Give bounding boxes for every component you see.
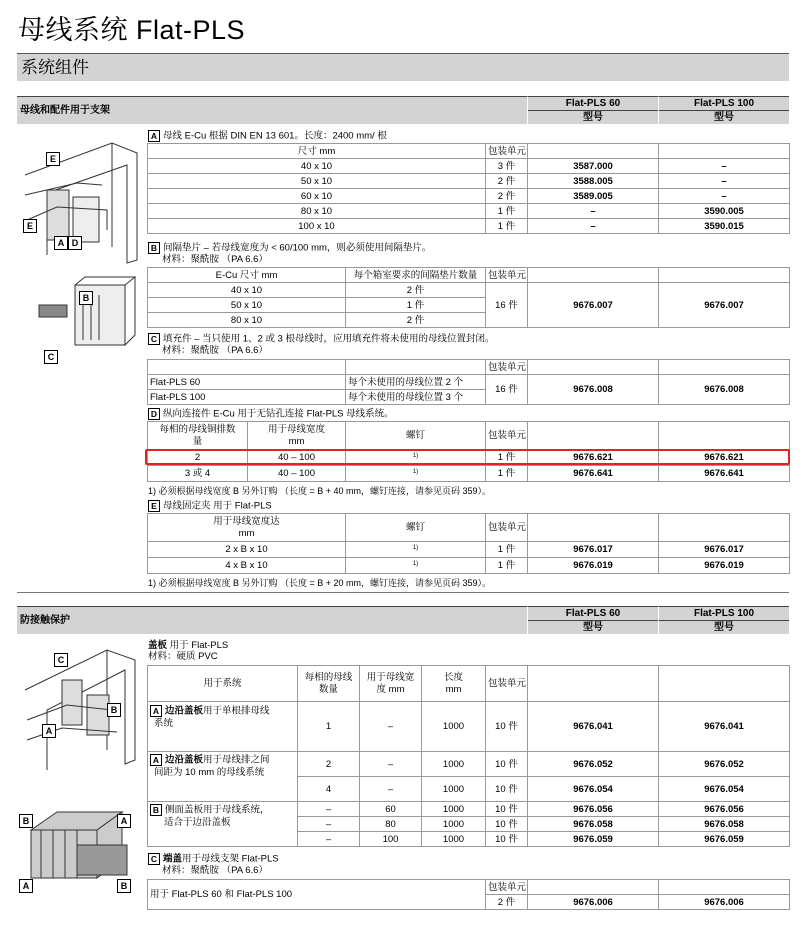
clamp-table: 用于母线宽度达 mm 螺钉 包装单元 2 x B x 10 $^{1)}$ 1 件 9676.017 9676.017 4 x B x 10 $^{1)}$ 1 件 9676.019 9676.019 bbox=[147, 513, 790, 574]
column-head-flat-pls-100-2: Flat-PLS 100 型号 bbox=[658, 606, 789, 634]
callout-a-3: A bbox=[117, 814, 131, 828]
table-row: 2 件 9676.006 9676.006 bbox=[148, 895, 790, 910]
cover-table: 用于系统 每相的母线 数量 用于母线宽 度 mm 长度 mm 包装单元 A 边沿盖板用于单根排母线 系统 1 – 1000 10 件 9676.041 9676.041 A 边沿盖板用于母线排之间 间距为 10 mm 的母线系统 2 – 1000 10 件 9676.052 9676.052 4 – 1000 10 件 9676.054 9676.054 B 侧面盖板用于母线系统， 适合于边沿盖板 – 60 1000 10 件 9676.056 9676.056 – 80 1000 10 件 9676.058 9676.058 – 100 1000 10 件 9676.059 9676.059 bbox=[147, 665, 790, 847]
table-row: Flat-PLS 100 每个未使用的母线位置 3 个 bbox=[148, 390, 790, 405]
table-row: 80 x 10 1 件 – 3590.005 bbox=[148, 204, 790, 219]
group-title-busbars: 母线和配件用于支架 bbox=[17, 96, 527, 124]
callout-b-3: B bbox=[19, 814, 33, 828]
table-row: A 边沿盖板用于单根排母线 系统 1 – 1000 10 件 9676.041 9676.041 bbox=[148, 702, 790, 752]
column-head-flat-pls-60-2: Flat-PLS 60 型号 bbox=[527, 606, 658, 634]
callout-b-2: B bbox=[107, 703, 121, 717]
filler-table: 包装单元 Flat-PLS 60 每个未使用的母线位置 2 个 16 件 9676.008 9676.008 Flat-PLS 100 每个未使用的母线位置 3 个 bbox=[147, 359, 790, 405]
column-head-flat-pls-100: Flat-PLS 100 型号 bbox=[658, 96, 789, 124]
connector-table: 每相的母线铜排数 量 用于母线宽度 mm 螺钉 包装单元 2 40 – 100 $^{1)}$ 1 件 9676.621 9676.621 3 或 4 40 – 100 $^{1)}$ 1 件 9676.641 9676.641 bbox=[147, 421, 790, 482]
callout-c-2: C bbox=[54, 653, 68, 667]
end-cap-table bbox=[147, 879, 790, 910]
section-title: 系统组件 bbox=[17, 53, 789, 81]
section-d-title: D 纵向连接件 E-Cu 用于无钻孔连接 Flat-PLS 母线系统。 bbox=[148, 408, 394, 420]
callout-b: B bbox=[79, 291, 93, 305]
table-row: 50 x 10 2 件 3588.005 – bbox=[148, 174, 790, 189]
section-b-title: B 间隔垫片 – 若母线宽度为 < 60/100 mm，则必须使用间隔垫片。 材料：聚酰胺 （PA 6.6） bbox=[148, 242, 431, 265]
footnote-e: 1) 必须根据母线宽度 B 另外订购 （长度 = B + 20 mm，螺钉连接，请参见页码 359）。 bbox=[148, 578, 492, 588]
callout-a: A bbox=[54, 236, 68, 250]
table-row: 100 x 10 1 件 – 3590.015 bbox=[148, 219, 790, 234]
table-row: – 80 1000 10 件 9676.058 9676.058 bbox=[148, 817, 790, 832]
callout-e-left: E bbox=[23, 219, 37, 233]
table-row: 50 x 10 1 件 bbox=[148, 298, 790, 313]
table-row: Flat-PLS 60 每个未使用的母线位置 2 个 16 件 9676.008 9676.008 bbox=[148, 375, 790, 390]
column-head-flat-pls-60: Flat-PLS 60 型号 bbox=[527, 96, 658, 124]
divider bbox=[17, 592, 789, 593]
highlight-row-9676-621 bbox=[145, 449, 790, 465]
end-cap-title: C 端盖用于母线支架 Flat-PLS 材料：聚酰胺 （PA 6.6） bbox=[148, 853, 279, 876]
callout-e-top: E bbox=[46, 152, 60, 166]
table-row: B 侧面盖板用于母线系统， 适合于边沿盖板 – 60 1000 10 件 9676.056 9676.056 bbox=[148, 802, 790, 817]
footnote-d: 1) 必须根据母线宽度 B 另外订购 （长度 = B + 40 mm，螺钉连接，请参见页码 359）。 bbox=[148, 486, 492, 496]
table-row: 4 x B x 10 $^{1)}$ 1 件 9676.019 9676.019 bbox=[148, 558, 790, 574]
table-row: 2 40 – 100 $^{1)}$ 1 件 9676.621 9676.621 bbox=[148, 450, 790, 466]
callout-d: D bbox=[68, 236, 82, 250]
callout-b-4: B bbox=[117, 879, 131, 893]
table-row: 40 x 10 3 件 3587.000 – bbox=[148, 159, 790, 174]
callout-a-2: A bbox=[42, 724, 56, 738]
spacer-table: E-Cu 尺寸 mm 每个箱室要求的间隔垫片数量 包装单元 40 x 10 2 件 16 件 9676.007 9676.007 50 x 10 1 件 80 x 10 2 件 bbox=[147, 267, 790, 328]
table-row: 40 x 10 2 件 16 件 9676.007 9676.007 bbox=[148, 283, 790, 298]
table-row: 60 x 10 2 件 3589.005 – bbox=[148, 189, 790, 204]
page-title: 母线系统 Flat-PLS bbox=[18, 15, 246, 45]
table-row: 80 x 10 2 件 bbox=[148, 313, 790, 328]
group-title-touch-protection: 防接触保护 bbox=[17, 606, 527, 634]
table-row: 4 – 1000 10 件 9676.054 9676.054 bbox=[148, 777, 790, 802]
table-row: 用于 Flat-PLS 60 和 Flat-PLS 100 包装单元 bbox=[148, 880, 790, 895]
callout-a-4: A bbox=[19, 879, 33, 893]
callout-c: C bbox=[44, 350, 58, 364]
table-row: 2 x B x 10 $^{1)}$ 1 件 9676.017 9676.017 bbox=[148, 542, 790, 558]
table-row: – 100 1000 10 件 9676.059 9676.059 bbox=[148, 832, 790, 847]
table-row: A 边沿盖板用于母线排之间 间距为 10 mm 的母线系统 2 – 1000 10 件 9676.052 9676.052 bbox=[148, 752, 790, 777]
section-a-title: A 母线 E-Cu 根据 DIN EN 13 601。长度：2400 mm/ 根 bbox=[148, 130, 387, 142]
cover-title: 盖板 用于 Flat-PLS 材料：硬质 PVC bbox=[148, 640, 229, 662]
busbar-table: 尺寸 mm 包装单元 40 x 10 3 件 3587.000 – 50 x 10 2 件 3588.005 – 60 x 10 2 件 3589.005 – 80 x 10 1 件 – 3590.005 100 x 10 1 件 – 3590.015 bbox=[147, 143, 790, 234]
section-e-title: E 母线固定夹 用于 Flat-PLS bbox=[148, 500, 272, 512]
table-row: 3 或 4 40 – 100 $^{1)}$ 1 件 9676.641 9676.641 bbox=[148, 466, 790, 482]
section-c-title: C 填充件 – 当只使用 1、2 或 3 根母线时，应用填充件将未使用的母线位置封闭。 材料：聚酰胺 （PA 6.6） bbox=[148, 333, 494, 356]
touch-protection-illustration bbox=[17, 640, 145, 900]
